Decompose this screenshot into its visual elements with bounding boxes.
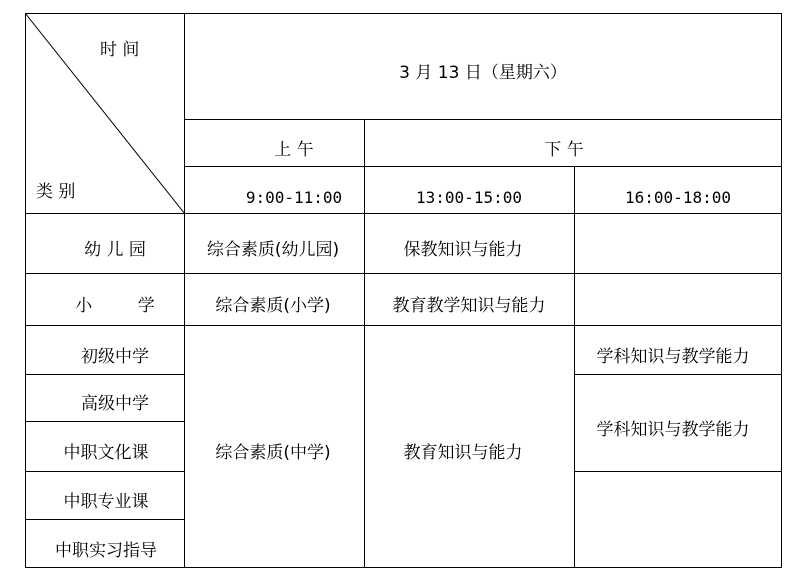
row-divider-vocational-major <box>25 519 185 520</box>
row-label-vocational-major: 中职专业课 <box>63 492 149 512</box>
header-divider-date <box>184 119 782 120</box>
row-label-vocational-culture: 中职文化课 <box>63 443 149 463</box>
cell-kindergarten-slot1: 综合素质(幼儿园) <box>206 240 340 260</box>
row-label-primary: 小 学 <box>75 296 155 316</box>
cell-primary-slot2: 教育教学知识与能力 <box>392 296 546 316</box>
exam-date: 3 月 13 日（星期六） <box>399 63 567 83</box>
row-label-vocational-internship: 中职实习指导 <box>55 541 157 561</box>
row-divider-kindergarten <box>25 273 782 274</box>
cell-primary-slot1: 综合素质(小学) <box>215 296 331 316</box>
time-slot-2: 13:00-15:00 <box>416 188 522 207</box>
row-label-junior-middle: 初级中学 <box>81 347 149 367</box>
morning-label: 上 午 <box>274 140 314 160</box>
column-divider-2 <box>364 119 365 568</box>
time-label: 时 间 <box>100 40 140 60</box>
table-border-right <box>781 13 782 568</box>
afternoon-label: 下 午 <box>544 140 584 160</box>
row-divider-primary <box>25 325 782 326</box>
time-slot-1: 9:00-11:00 <box>245 188 343 207</box>
slot3-divider-junior <box>574 374 782 375</box>
cell-senior-slot3: 学科知识与教学能力 <box>596 420 750 440</box>
table-border-bottom <box>25 567 782 568</box>
category-label: 类 别 <box>36 182 76 202</box>
header-divider-period <box>184 166 782 167</box>
time-slot-3: 16:00-18:00 <box>625 188 731 207</box>
row-divider-junior <box>25 374 185 375</box>
row-divider-senior <box>25 421 185 422</box>
cell-middle-slot1: 综合素质(中学) <box>215 443 331 463</box>
row-label-senior-middle: 高级中学 <box>81 394 149 414</box>
slot3-divider-vocational <box>574 471 782 472</box>
column-divider-3 <box>574 166 575 568</box>
cell-junior-slot3: 学科知识与教学能力 <box>596 347 750 367</box>
cell-middle-slot2: 教育知识与能力 <box>403 443 523 463</box>
row-divider-vocational-culture <box>25 471 185 472</box>
cell-kindergarten-slot2: 保教知识与能力 <box>403 240 523 260</box>
row-label-kindergarten: 幼 儿 园 <box>84 240 146 260</box>
